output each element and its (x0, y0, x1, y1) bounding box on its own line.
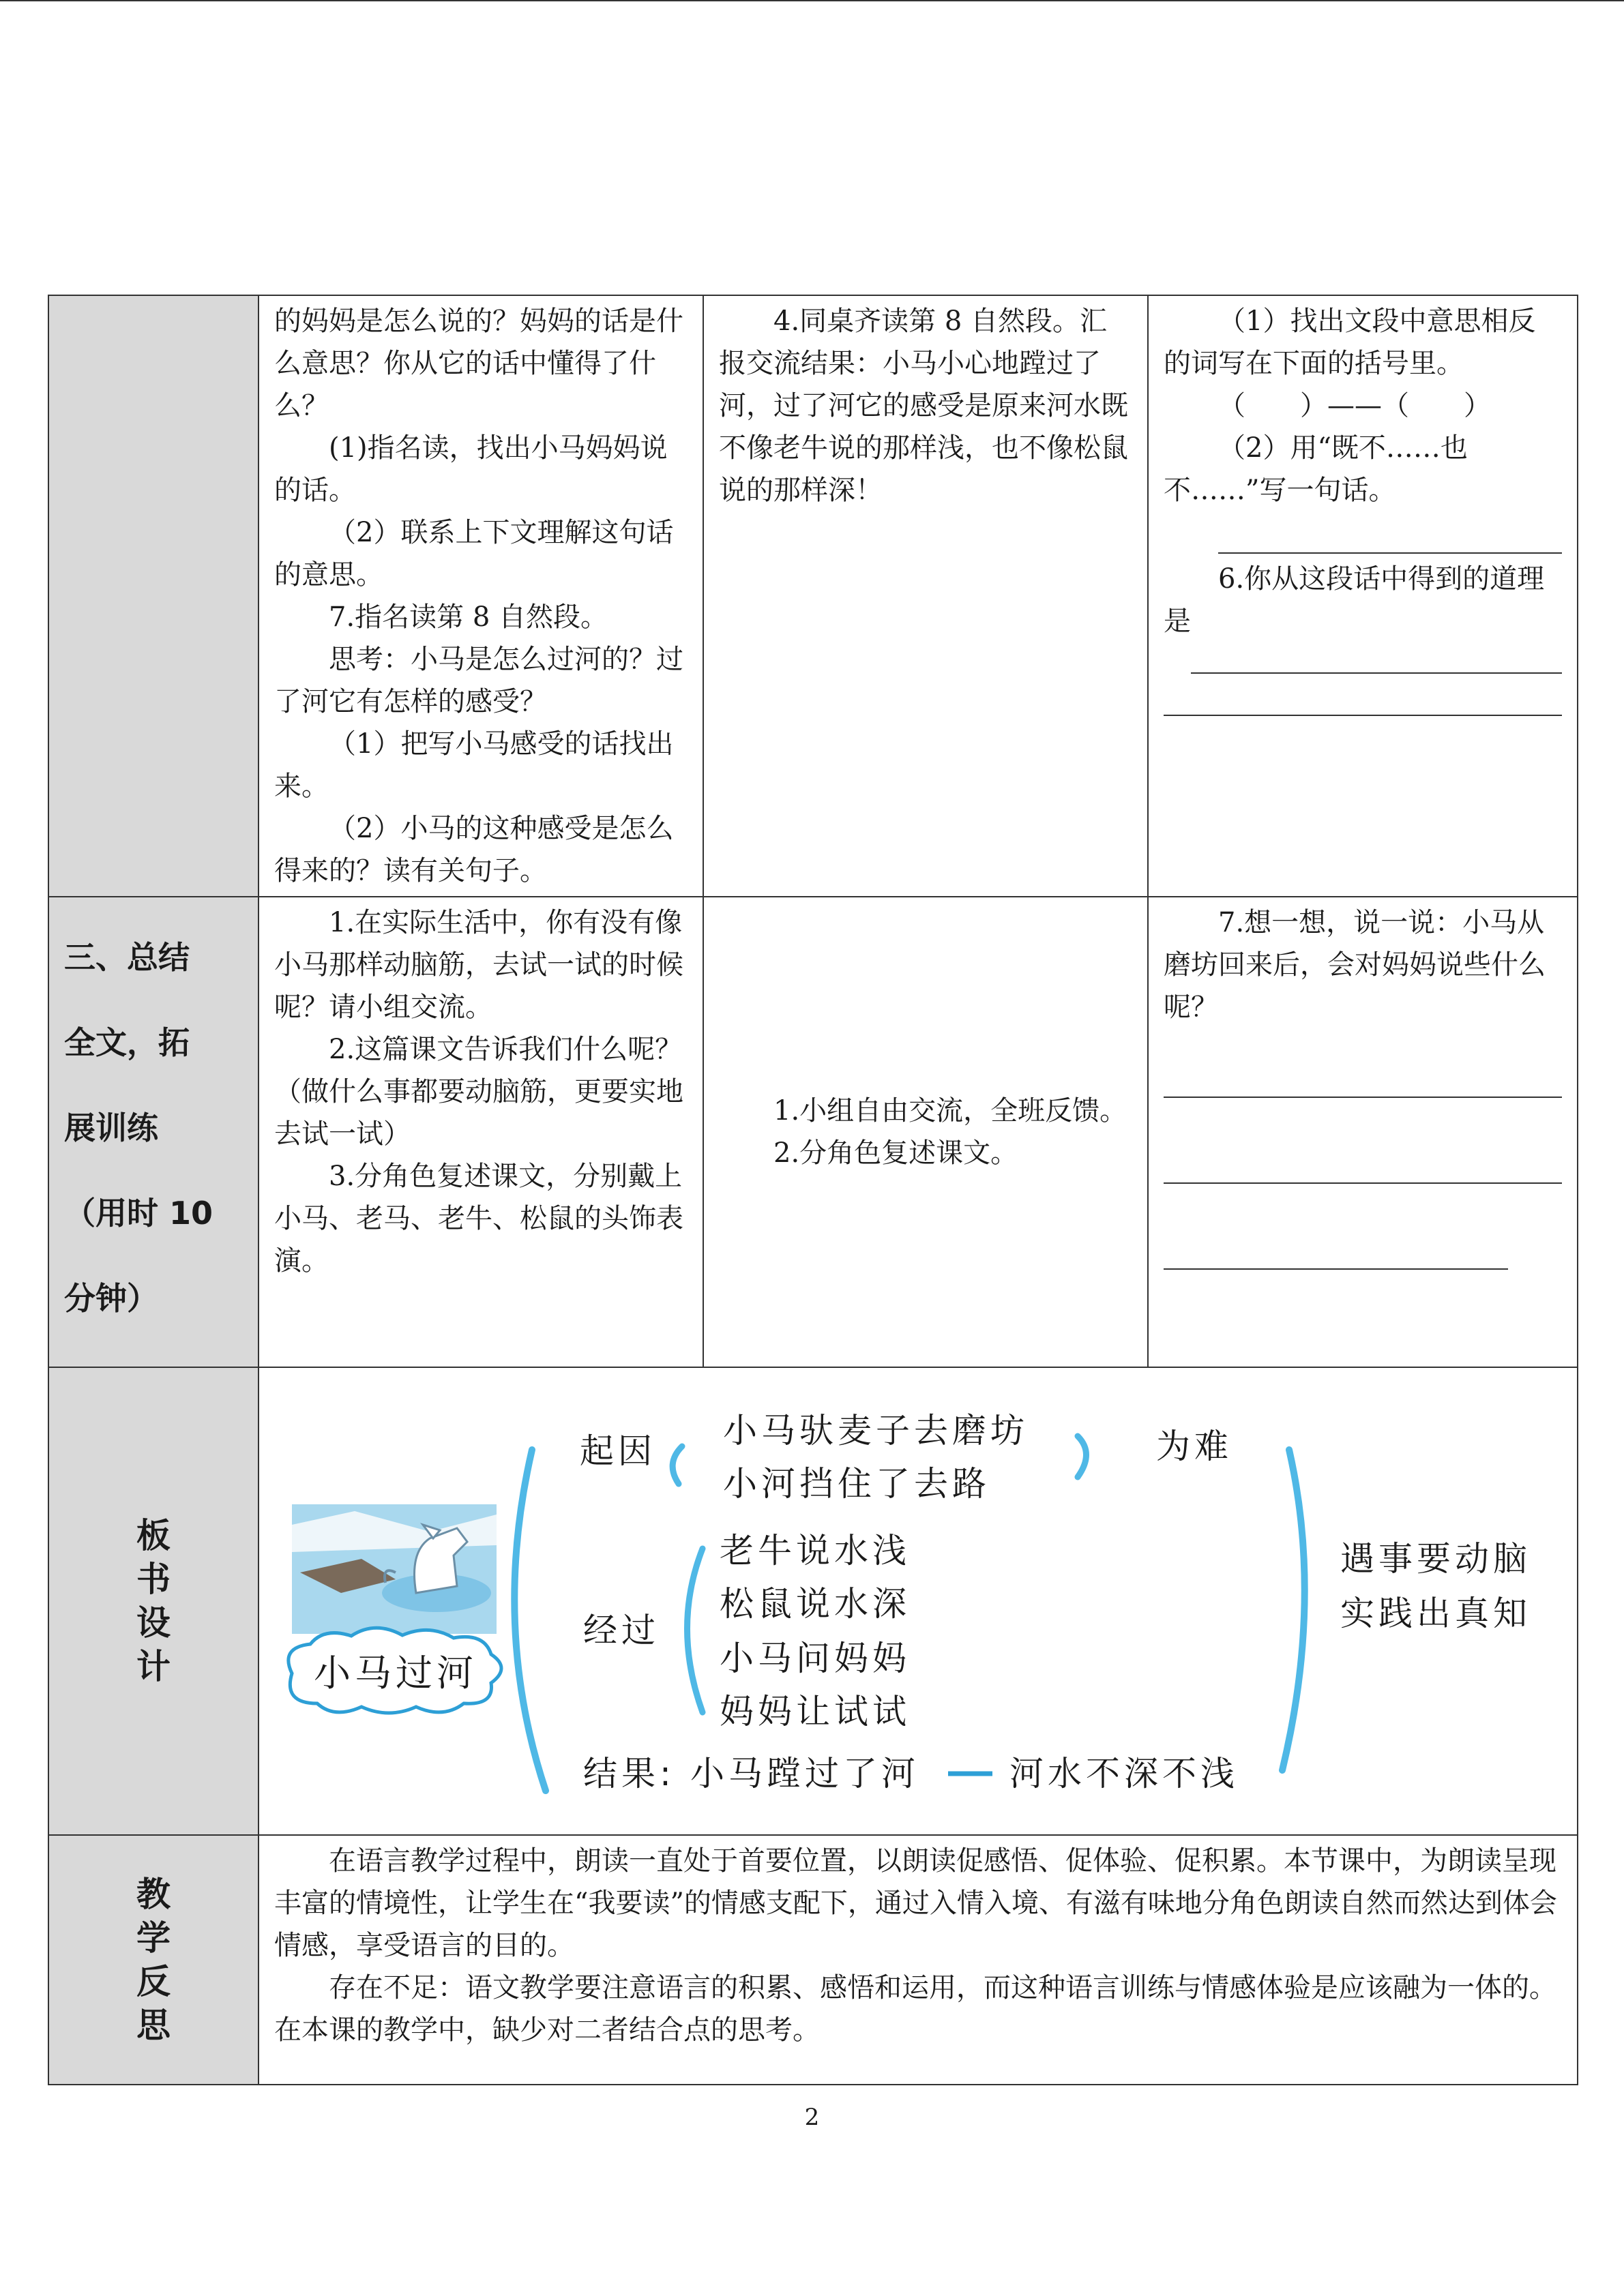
teacher-text: 7.指名读第 8 自然段。 (329, 601, 608, 633)
moral-line: 遇事要动脑 (1340, 1539, 1531, 1579)
result-text: 小马蹚过了河 (690, 1754, 919, 1793)
exercise-text: （2）用“既不……也不……”写一句话。 (1164, 432, 1468, 506)
row-label-reflection (48, 1835, 259, 2085)
teacher-activity-cell (259, 295, 703, 897)
row-label-text: 板书设计 (136, 1516, 171, 1686)
teacher-text: (1)指名读，找出小马妈妈说的话。 (274, 432, 668, 506)
process-bracket (688, 1549, 703, 1712)
row-label-empty (48, 295, 259, 897)
result-label: 结果: (583, 1754, 675, 1793)
board-design (259, 1368, 1577, 1833)
process-line: 妈妈让试试 (720, 1692, 911, 1731)
teacher-text: 3.分角色复述课文，分别戴上小马、老马、老牛、松鼠的头饰表演。 (274, 1161, 683, 1277)
row-label-text (64, 901, 243, 1341)
table-row-summary (48, 897, 1578, 1367)
answer-line[interactable] (1164, 674, 1562, 716)
answer-line[interactable] (1164, 1142, 1562, 1184)
table-row-discussion (48, 295, 1578, 897)
student-activity-cell (703, 897, 1148, 1367)
cause-line: 小马驮麦子去磨坊 (723, 1411, 1029, 1450)
row-label-board (48, 1367, 259, 1835)
process-line: 老牛说水浅 (720, 1531, 911, 1570)
student-activity-cell (703, 295, 1148, 897)
exercise-text: 7.想一想，说一说：小马从磨坊回来后，会对妈妈说些什么呢？ (1164, 907, 1546, 1023)
exercise-text: （1）找出文段中意思相反的词写在下面的括号里。 (1164, 305, 1536, 379)
student-text: 2.分角色复述课文。 (773, 1137, 1018, 1169)
cause-line: 小河挡住了去路 (723, 1464, 990, 1504)
answer-line[interactable] (1191, 631, 1562, 674)
board-title: 小马过河 (314, 1652, 477, 1695)
difficulty-text: 为难 (1156, 1427, 1232, 1466)
reflection-cell (259, 1835, 1578, 2085)
teacher-text: 思考：小马是怎么过河的？过了河它有怎样的感受？ (274, 644, 683, 717)
top-border-line (0, 0, 1624, 1)
lesson-plan-table (48, 295, 1578, 2085)
process-label: 经过 (583, 1611, 660, 1650)
exercise-text-inline: 6.你从这段话中得到的道理是 (1164, 563, 1545, 637)
process-line: 小马问妈妈 (720, 1639, 911, 1678)
row-label-summary (48, 897, 259, 1367)
table-row-reflection (48, 1835, 1578, 2085)
label-line: 分钟） (64, 1280, 158, 1317)
label-line: （用时 10 (64, 1195, 213, 1232)
answer-line[interactable] (1164, 1056, 1562, 1098)
board-design-cell (259, 1367, 1578, 1835)
left-arc (514, 1450, 546, 1791)
exercise-text (1164, 558, 1562, 642)
cause-label: 起因 (580, 1431, 656, 1471)
student-text: 4.同桌齐读第 8 自然段。汇报交流结果：小马小心地蹚过了河，过了河它的感受是原来河水既不像老牛说的那样浅，也不像松鼠说的那样深！ (719, 305, 1128, 506)
label-line: 三、总结 (64, 939, 190, 976)
exercise-cell (1148, 295, 1578, 897)
teacher-text: （2）联系上下文理解这句话的意思。 (274, 517, 674, 591)
cause-left-bracket (673, 1446, 682, 1484)
answer-line[interactable] (1218, 511, 1562, 554)
right-arc (1282, 1450, 1305, 1770)
reflection-paragraph: 在语言教学过程中，朗读一直处于首要位置，以朗读促感悟、促体验、促积累。本节课中，为朗读呈现丰富的情境性，让学生在“我要读”的情感支配下，通过入情入境、有滋有味地分角色朗读自然而然达到体会情感，享受语言的目的。 (274, 1845, 1557, 1961)
teacher-activity-cell (259, 897, 703, 1367)
row-label-text: 教学反思 (136, 1875, 171, 2045)
page-number: 2 (804, 2104, 820, 2131)
reflection-paragraph: 存在不足：语文教学要注意语言的积累、感悟和运用，而这种语言训练与情感体验是应该融为一体的。在本课的教学中，缺少对二者结合点的思考。 (274, 1972, 1556, 2046)
label-line: 全文，拓 (64, 1024, 190, 1061)
teacher-text: 1.在实际生活中，你有没有像小马那样动脑筋，去试一试的时候呢？请小组交流。 (274, 907, 683, 1023)
teacher-text: 的妈妈是怎么说的？妈妈的话是什么意思？你从它的话中懂得了什么？ (274, 305, 683, 421)
answer-line[interactable] (1164, 1227, 1508, 1270)
table-row-board-design (48, 1367, 1578, 1835)
exercise-brackets: （ ）——（ ） (1218, 390, 1491, 421)
result-detail: 河水不深不浅 (1009, 1754, 1239, 1793)
teacher-text: （1）把写小马感受的话找出来。 (274, 728, 674, 802)
moral-line: 实践出真知 (1340, 1594, 1531, 1633)
exercise-cell (1148, 897, 1578, 1367)
student-text: 1.小组自由交流，全班反馈。 (773, 1095, 1127, 1127)
process-line: 松鼠说水深 (720, 1584, 911, 1624)
label-line: 展训练 (64, 1109, 158, 1146)
pony-river-icon (292, 1504, 497, 1634)
teacher-text: 2.这篇课文告诉我们什么呢？（做什么事都要动脑筋，更要实地去试一试） (274, 1034, 683, 1150)
teacher-text: （2）小马的这种感受是怎么得来的？读有关句子。 (274, 813, 674, 886)
cause-right-bracket (1078, 1436, 1087, 1477)
